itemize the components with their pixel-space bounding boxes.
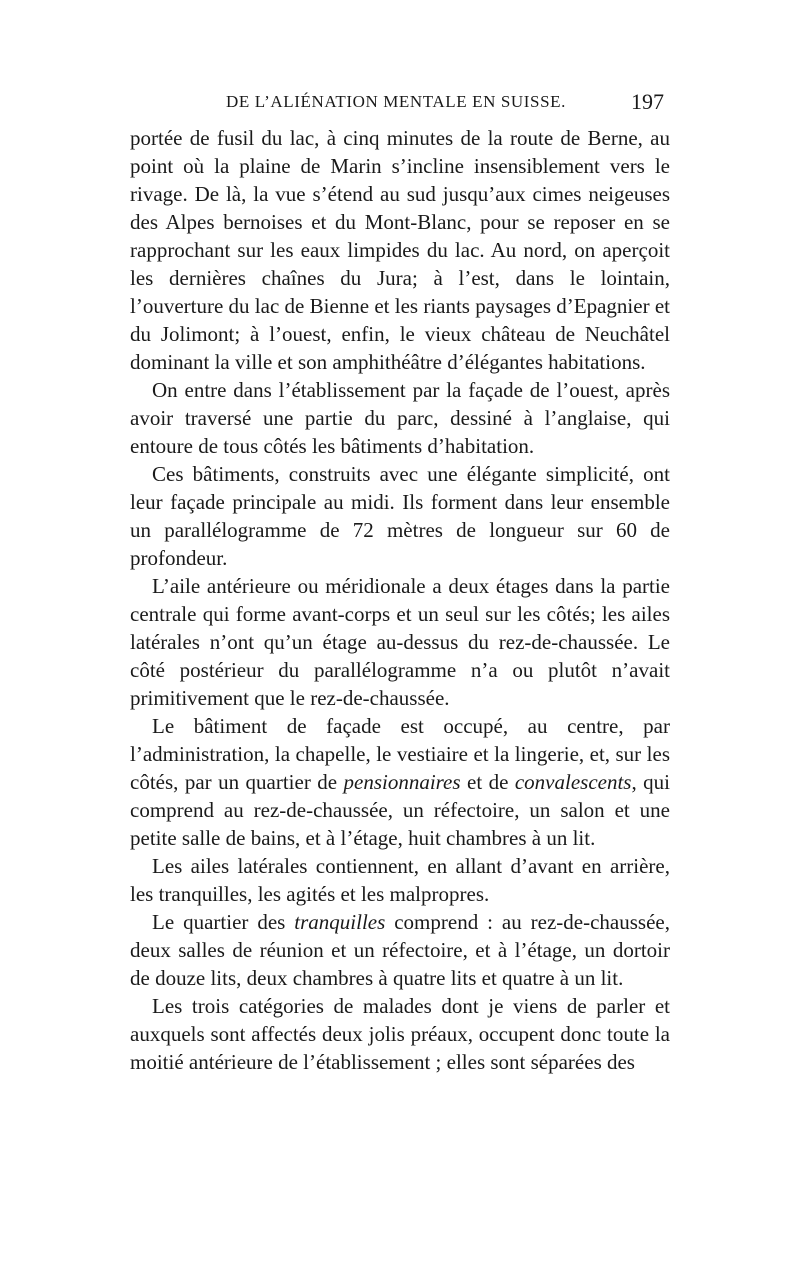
text-segment: Les trois catégories de malades dont je viens de parler et auxquels sont affectés deux jolis préaux, occupent donc toute la moitié antérieure de l’établissement ; elles sont séparées des: [130, 994, 670, 1074]
text-segment: comprend : au rez-de-chaussée, deux salles de réunion et un réfectoire, et à l’étage, un dortoir de douze lits, deux chambres à quatre lits et quatre à un lit.: [130, 910, 670, 990]
italic-term: pensionnaires: [343, 770, 461, 794]
italic-term: tranquilles: [294, 910, 386, 934]
text-segment: On entre dans l’établissement par la façade de l’ouest, après avoir traversé une partie du parc, dessiné à l’anglaise, qui entoure de tous côtés les bâtiments d’habitation.: [130, 378, 670, 458]
body-text: [130, 124, 670, 1076]
running-head: [130, 89, 670, 122]
text-segment: et de: [460, 770, 515, 794]
text-segment: , qui comprend au rez-de-chaussée, un réfectoire, un salon et une petite salle de bains, et à l’étage, huit chambres à un lit.: [130, 770, 670, 850]
text-segment: Le bâtiment de façade est occupé, au centre, par l’administration, la chapelle, le vestiaire et la lingerie, et, sur les côtés, par un quartier de: [130, 714, 670, 794]
text-segment: Ces bâtiments, construits avec une élégante simplicité, ont leur façade principale au midi. Ils forment dans leur ensemble un parallélogramme de 72 mètres de longueur sur 60 de profondeur.: [130, 462, 670, 570]
paragraph: [130, 124, 670, 376]
text-segment: Les ailes latérales contiennent, en allant d’avant en arrière, les tranquilles, les agités et les malpropres.: [130, 854, 670, 906]
running-title: DE L’ALIÉNATION MENTALE EN SUISSE.: [226, 92, 566, 111]
text-segment: L’aile antérieure ou méridionale a deux étages dans la partie centrale qui forme avant-corps et un seul sur les côtés; les ailes latérales n’ont qu’un étage au-dessus du rez-de-chaussée. Le côté postérieur du parallélogramme n’a ou plutôt n’avait primitivement que le rez-de-chaussée.: [130, 574, 670, 710]
italic-term: convalescents: [514, 770, 632, 794]
text-segment: portée de fusil du lac, à cinq minutes de la route de Berne, au point où la plaine de Marin s’incline insensiblement vers le rivage. De là, la vue s’étend au sud jusqu’aux cimes neigeuses des Alpes bernoises et du Mont-Blanc, pour se reposer en se rapprochant sur les eaux limpides du lac. Au nord, on aperçoit les dernières chaînes du Jura; à l’est, dans le lointain, l’ouverture du lac de Bienne et les riants paysages d’Epagnier et du Jolimont; à l’ouest, enfin, le vieux château de Neuchâtel dominant la ville et son amphithéâtre d’élégantes habitations.: [130, 126, 670, 374]
paragraph: [130, 852, 670, 908]
page-number: 197: [631, 89, 664, 114]
paragraph: [130, 572, 670, 712]
paragraph: [130, 376, 670, 460]
paragraph: [130, 992, 670, 1076]
paragraph: [130, 460, 670, 572]
paragraph: [130, 712, 670, 852]
paragraph: [130, 908, 670, 992]
text-segment: Le quartier des: [152, 910, 295, 934]
